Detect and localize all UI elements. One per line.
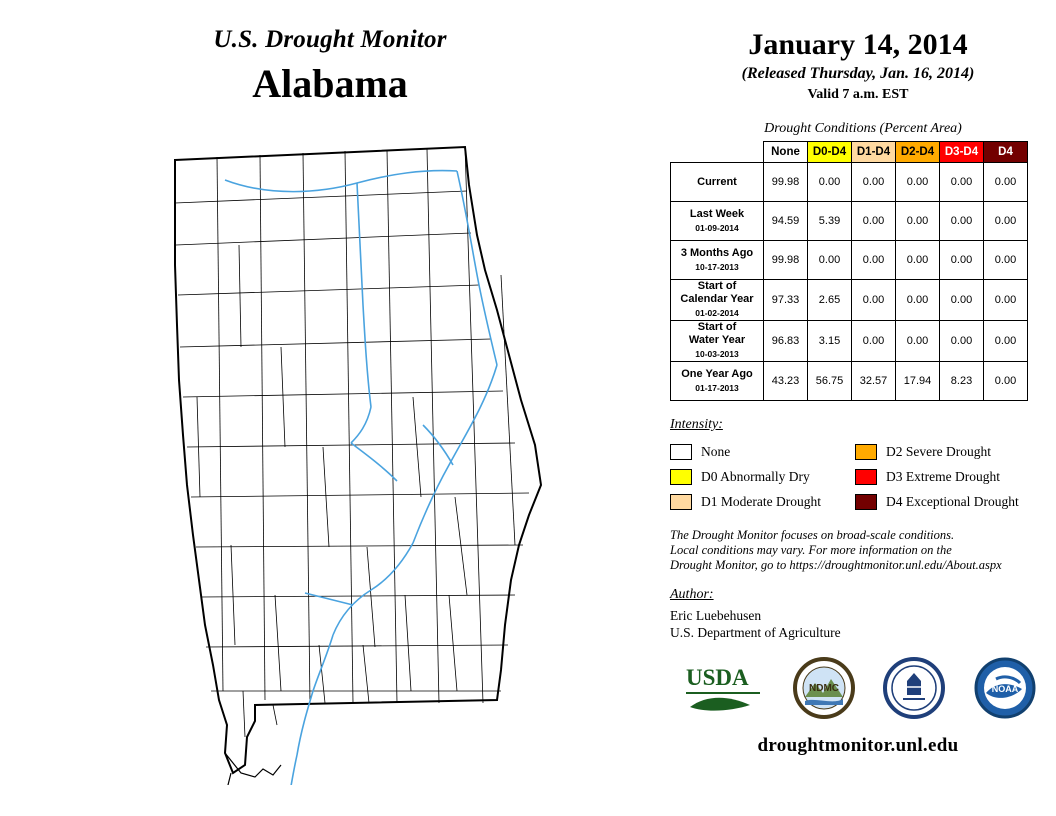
legend-item-d0 <box>670 469 855 485</box>
cell-last-week-d2d4: 0.00 <box>896 202 940 241</box>
cell-last-week-d4: 0.00 <box>984 202 1028 241</box>
disclaimer-line-1: The Drought Monitor focuses on broad-scale conditions. <box>670 528 955 542</box>
cell-last-week-d0d4: 5.39 <box>808 202 852 241</box>
cell-1yr-none: 43.23 <box>764 362 808 401</box>
legend-item-none <box>670 444 855 460</box>
author-title: Author: <box>670 587 714 602</box>
legend-label-d1: D1 Moderate Drought <box>701 493 821 509</box>
cell-3mo-none: 99.98 <box>764 241 808 280</box>
cell-wy-d3d4: 0.00 <box>940 321 984 362</box>
row-label-date: 10-17-2013 <box>695 261 739 272</box>
legend-label-d2: D2 Severe Drought <box>886 443 991 459</box>
cell-cy-d2d4: 0.00 <box>896 280 940 321</box>
row-label-text-line1: Start of <box>697 280 737 292</box>
swatch-d1-icon <box>670 494 692 510</box>
cell-wy-d2d4: 0.00 <box>896 321 940 362</box>
legend-item-d2 <box>855 444 1040 460</box>
cell-3mo-d3d4: 0.00 <box>940 241 984 280</box>
legend-item-d4 <box>855 494 1040 510</box>
author-org: U.S. Department of Agriculture <box>670 625 841 640</box>
column-header-d1d4: D1-D4 <box>852 142 896 163</box>
cell-current-d2d4: 0.00 <box>896 163 940 202</box>
noaa-logo <box>974 657 1036 724</box>
legend-label-d4: D4 Exceptional Drought <box>886 493 1019 509</box>
header-spacer <box>671 142 764 163</box>
table-row <box>671 321 1028 362</box>
legend-label-d0: D0 Abnormally Dry <box>701 468 810 484</box>
row-label-current <box>671 163 764 202</box>
legend-label-none: None <box>701 443 731 459</box>
row-label-3-months-ago <box>671 241 764 280</box>
date-block <box>660 28 1056 103</box>
disclaimer-line-2: Local conditions may vary. For more information on the <box>670 543 952 557</box>
map-date: January 14, 2014 <box>748 28 968 61</box>
ndmc-logo-text: NDMC <box>808 682 839 694</box>
drought-conditions-table <box>670 141 1028 401</box>
right-panel <box>660 0 1056 816</box>
author-block <box>670 607 1056 641</box>
row-label-text: Current <box>697 175 737 188</box>
cell-wy-d0d4: 3.15 <box>808 321 852 362</box>
row-label-text-line1: Start of <box>697 321 737 333</box>
cell-current-d0d4: 0.00 <box>808 163 852 202</box>
cell-1yr-d4: 0.00 <box>984 362 1028 401</box>
disclaimer <box>670 528 1050 573</box>
cell-cy-d0d4: 2.65 <box>808 280 852 321</box>
row-label-start-water-year <box>671 321 764 362</box>
row-label-last-week <box>671 202 764 241</box>
column-header-d3d4: D3-D4 <box>940 142 984 163</box>
cell-1yr-d2d4: 17.94 <box>896 362 940 401</box>
cell-cy-d3d4: 0.00 <box>940 280 984 321</box>
cell-current-d4: 0.00 <box>984 163 1028 202</box>
row-label-one-year-ago <box>671 362 764 401</box>
cell-current-none: 99.98 <box>764 163 808 202</box>
swatch-none-icon <box>670 444 692 460</box>
cell-wy-d1d4: 0.00 <box>852 321 896 362</box>
usda-logo-text: USDA <box>686 664 749 690</box>
cell-cy-d4: 0.00 <box>984 280 1028 321</box>
legend-label-d3: D3 Extreme Drought <box>886 468 1000 484</box>
cell-last-week-none: 94.59 <box>764 202 808 241</box>
cell-1yr-d1d4: 32.57 <box>852 362 896 401</box>
table-caption: Drought Conditions (Percent Area) <box>764 121 962 136</box>
table-row <box>671 202 1028 241</box>
page-title: U.S. Drought Monitor <box>213 26 447 53</box>
row-label-date: 10-03-2013 <box>695 349 739 359</box>
valid-time: Valid 7 a.m. EST <box>807 87 909 102</box>
cell-cy-d1d4: 0.00 <box>852 280 896 321</box>
swatch-d4-icon <box>855 494 877 510</box>
column-header-d4: D4 <box>984 142 1028 163</box>
cell-last-week-d3d4: 0.00 <box>940 202 984 241</box>
title-block <box>0 26 660 107</box>
table-row <box>671 163 1028 202</box>
swatch-d0-icon <box>670 469 692 485</box>
legend-item-d3 <box>855 469 1040 485</box>
disclaimer-line-3: Drought Monitor, go to https://droughtmonitor.unl.edu/About.aspx <box>670 558 1002 572</box>
row-label-date: 01-17-2013 <box>695 382 739 393</box>
table-row <box>671 280 1028 321</box>
row-label-date: 01-02-2014 <box>695 308 739 318</box>
column-header-d2d4: D2-D4 <box>896 142 940 163</box>
logo-row <box>670 657 1050 723</box>
noaa-logo-text: NOAA <box>991 683 1018 694</box>
cell-wy-d4: 0.00 <box>984 321 1028 362</box>
author-name: Eric Luebehusen <box>670 608 762 623</box>
cell-current-d3d4: 0.00 <box>940 163 984 202</box>
usda-seal-logo <box>883 657 945 724</box>
website-url[interactable]: droughtmonitor.unl.edu <box>757 735 959 756</box>
legend-item-d1 <box>670 494 855 510</box>
table-row <box>671 241 1028 280</box>
swatch-d2-icon <box>855 444 877 460</box>
release-date: (Released Thursday, Jan. 16, 2014) <box>741 65 975 82</box>
cell-3mo-d1d4: 0.00 <box>852 241 896 280</box>
row-label-start-calendar-year <box>671 280 764 321</box>
cell-3mo-d0d4: 0.00 <box>808 241 852 280</box>
row-label-date: 01-09-2014 <box>695 222 739 233</box>
row-label-text: 3 Months Ago <box>680 246 754 259</box>
cell-current-d1d4: 0.00 <box>852 163 896 202</box>
map-svg <box>105 125 575 785</box>
table-row <box>671 362 1028 401</box>
row-label-text: Last Week <box>689 207 745 220</box>
cell-wy-none: 96.83 <box>764 321 808 362</box>
usda-logo <box>684 659 764 722</box>
table-header-row <box>671 142 1028 163</box>
cell-3mo-d4: 0.00 <box>984 241 1028 280</box>
cell-1yr-d0d4: 56.75 <box>808 362 852 401</box>
intensity-legend-title: Intensity: <box>670 417 723 432</box>
ndmc-logo <box>793 657 855 724</box>
column-header-none: None <box>764 142 808 163</box>
cell-last-week-d1d4: 0.00 <box>852 202 896 241</box>
row-label-text: One Year Ago <box>681 367 753 380</box>
cell-cy-none: 97.33 <box>764 280 808 321</box>
state-name: Alabama <box>252 61 408 106</box>
intensity-legend <box>670 439 1040 514</box>
alabama-drought-map <box>105 125 575 785</box>
row-label-text-line2: Water Year <box>688 334 746 346</box>
cell-3mo-d2d4: 0.00 <box>896 241 940 280</box>
swatch-d3-icon <box>855 469 877 485</box>
cell-1yr-d3d4: 8.23 <box>940 362 984 401</box>
column-header-d0d4: D0-D4 <box>808 142 852 163</box>
row-label-text-line2: Calendar Year <box>680 293 754 305</box>
